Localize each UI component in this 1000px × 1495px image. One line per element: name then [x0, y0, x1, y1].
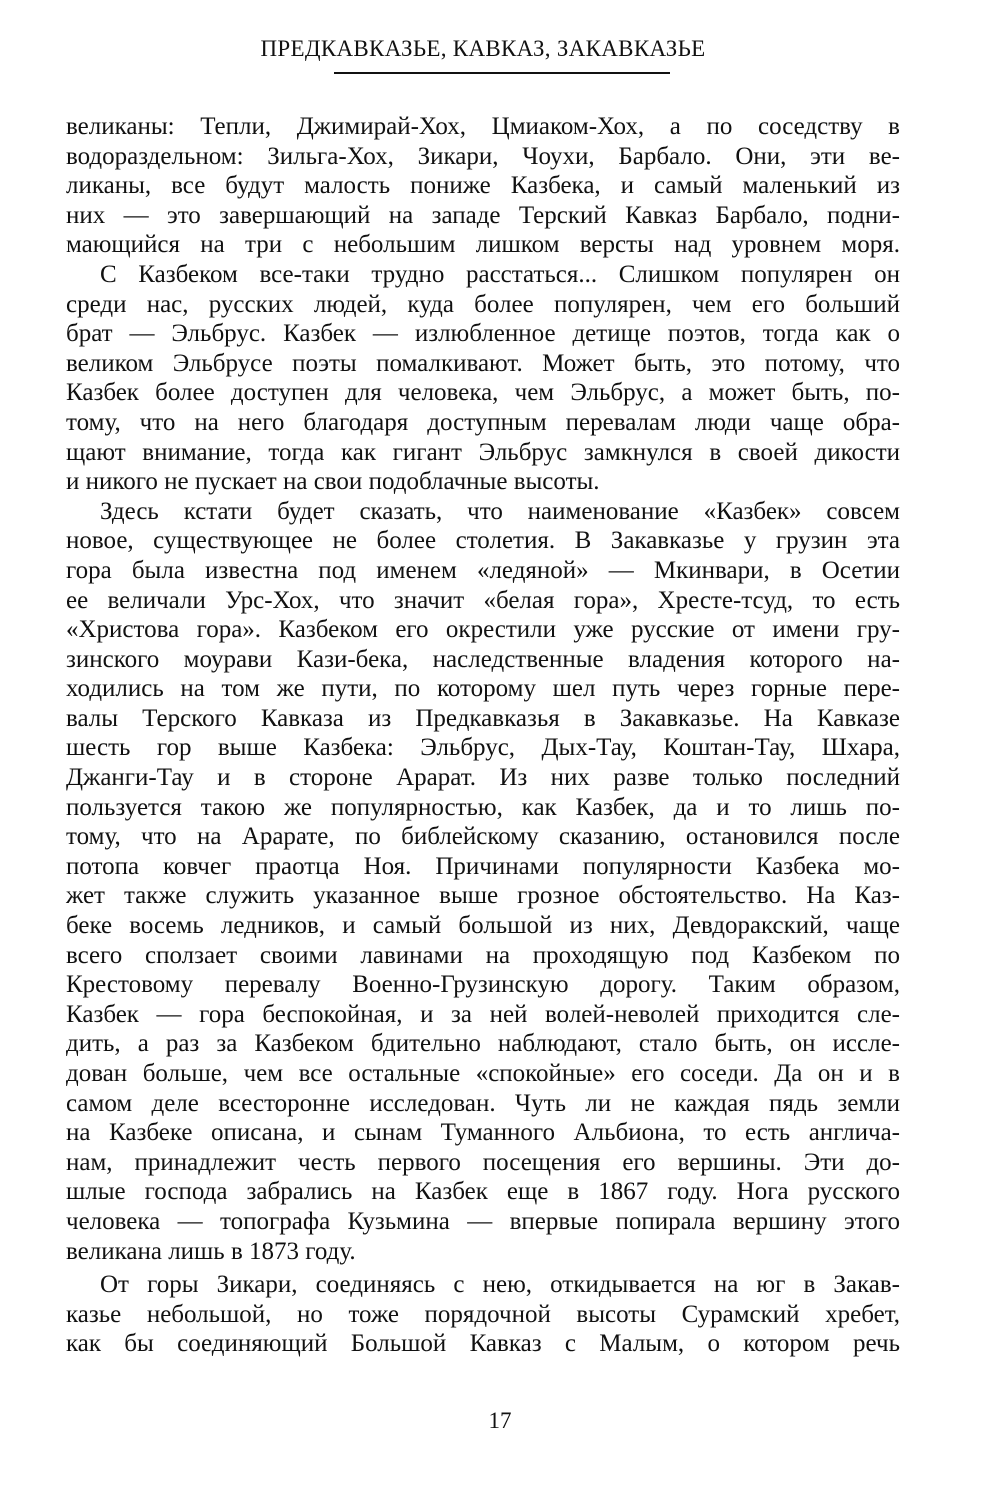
text-line: великаны: Тепли, Джимирай-Хох, Цмиаком-Хох, а по соседству в — [66, 113, 900, 140]
text-line: на Казбеке описана, и сынам Туманного Альбиона, то есть англича- — [66, 1119, 900, 1147]
text-line: Крестовому перевалу Военно-Грузинскую дорогу. Таким образом, — [66, 971, 900, 999]
text-line: беке восемь ледников, и самый большой из них, Девдоракский, чаще — [66, 912, 900, 940]
text-line: Здесь кстати будет сказать, что наименование «Казбек» совсем — [100, 497, 900, 525]
body-text — [66, 112, 900, 1359]
text-line: самом деле всесторонне исследован. Чуть ли не каждая пядь земли — [66, 1089, 900, 1117]
text-line: жет также служить указанное выше грозное обстоятельство. На Каз- — [66, 882, 900, 910]
text-line: казье небольшой, но тоже порядочной высоты Сурамский хребет, — [66, 1300, 900, 1328]
text-line: водораздельном: Зильга-Хох, Зикари, Чоухи, Барбало. Они, эти ве- — [66, 142, 900, 170]
text-line: потопа ковчег праотца Ноя. Причинами популярности Казбека мо- — [66, 852, 900, 880]
text-line: валы Терского Кавказа из Предкавказья в Закавказье. На Кавказе — [66, 704, 900, 732]
running-head-rule — [334, 72, 670, 74]
paragraph-2 — [66, 260, 900, 497]
text-line: шесть гор выше Казбека: Эльбрус, Дых-Тау, Коштан-Тау, Шхара, — [66, 734, 900, 762]
paragraph-4 — [66, 1270, 900, 1359]
text-line: От горы Зикари, соединяясь с нею, откидывается на юг в Закав- — [100, 1271, 900, 1299]
text-line: тому, что на него благодаря доступным перевалам люди чаще обра- — [66, 408, 900, 436]
text-line: Казбек — гора беспокойная, и за ней волей-неволей приходится сле- — [66, 1000, 900, 1028]
text-line: тому, что на Арарате, по библейскому сказанию, остановился после — [66, 823, 900, 851]
text-line: как бы соединяющий Большой Кавказ с Малым, о котором речь — [66, 1330, 900, 1358]
text-line: пользуется такою же популярностью, как Казбек, да и то лишь по- — [66, 793, 900, 821]
text-line: среди нас, русских людей, куда более популярен, чем его больший — [66, 290, 900, 318]
text-line: человека — топографа Кузьмина — впервые попирала вершину этого — [66, 1207, 900, 1235]
text-line: них — это завершающий на западе Терский Кавказ Барбало, подни- — [66, 201, 900, 229]
text-line: Казбек более доступен для человека, чем Эльбрус, а может быть, по- — [66, 379, 900, 407]
text-line: дован больше, чем все остальные «спокойные» его соседи. Да он и в — [66, 1060, 900, 1087]
paragraph-3 — [66, 497, 900, 1266]
running-head-title: ПРЕДКАВКАЗЬЕ, КАВКАЗ, ЗАКАВКАЗЬЕ — [260, 36, 706, 61]
text-line: шлые господа забрались на Казбек еще в 1867 году. Нога русского — [66, 1178, 900, 1206]
text-line: ее величали Урс-Хох, что значит «белая гора», Хресте-тсуд, то есть — [66, 586, 900, 614]
text-line: Джанги-Тау и в стороне Арарат. Из них разве только последний — [66, 764, 900, 792]
text-line: зинского моурави Кази-бека, наследственные владения которого на- — [66, 645, 900, 673]
text-line: гора была известна под именем «ледяной» — Мкинвари, в Осетии — [66, 556, 900, 584]
text-line: ликаны, все будут малость пониже Казбека, и самый маленький из — [66, 172, 900, 200]
text-line: «Христова гора». Казбеком его окрестили уже русские от имени гру- — [66, 616, 900, 644]
text-line: брат — Эльбрус. Казбек — излюбленное детище поэтов, тогда как о — [66, 320, 900, 348]
text-line: новое, существующее не более столетия. В Закавказье у грузин эта — [66, 527, 900, 555]
text-line: дить, а раз за Казбеком бдительно наблюдают, стало быть, он иссле- — [66, 1030, 900, 1058]
text-line: нам, принадлежит честь первого посещения его вершины. Эти до- — [66, 1148, 900, 1176]
text-line: великана лишь в 1873 году. — [66, 1237, 356, 1265]
text-line: С Казбеком все-таки трудно расстаться... Слишком популярен он — [100, 260, 900, 288]
text-line: мающийся на три с небольшим лишком версты над уровнем моря. — [66, 231, 900, 259]
text-line: щают внимание, тогда как гигант Эльбрус замкнулся в своей дикости — [66, 438, 900, 466]
text-line: великом Эльбрусе поэты помалкивают. Может быть, это потому, что — [66, 349, 900, 377]
text-line: и никого не пускает на свои подоблачные высоты. — [66, 468, 600, 496]
text-line: ходились на том же пути, по которому шел путь через горные пере- — [66, 675, 900, 703]
page-number: 17 — [488, 1408, 512, 1433]
text-line: всего сползает своими лавинами на проходящую под Казбеком по — [66, 941, 900, 969]
paragraph-1 — [66, 112, 900, 260]
